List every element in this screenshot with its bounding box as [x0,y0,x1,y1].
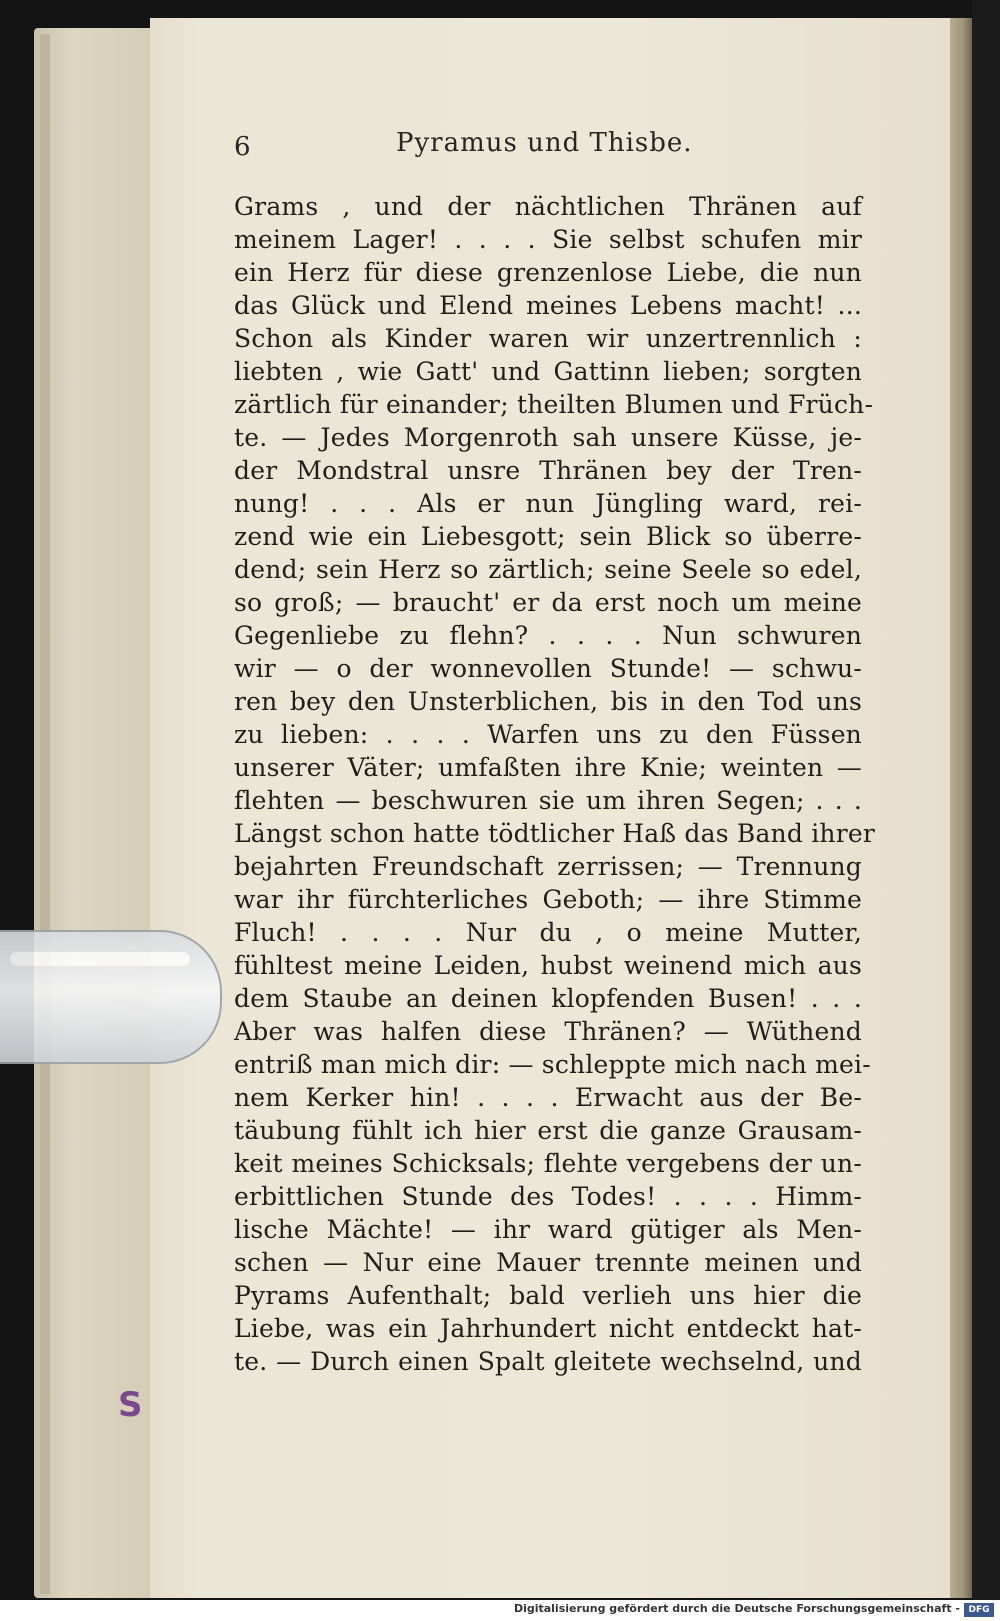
text-line: keit meines Schicksals; flehte vergebens der un- [234,1149,862,1178]
dfg-logo-icon: DFG [964,1603,994,1617]
text-line: der Mondstral unsre Thränen bey der Tren- [234,456,862,485]
text-line: te. — Jedes Morgenroth sah unsere Küsse, je- [234,423,862,452]
text-line: Pyrams Aufenthalt; bald verlieh uns hier die [234,1281,862,1310]
body-text [234,190,875,1378]
scan-right-border [972,0,1000,1600]
text-line: ein Herz für diese grenzenlose Liebe, die nun [234,258,862,287]
text-line: Liebe, was ein Jahrhundert nicht entdeckt hat- [234,1314,862,1343]
text-line: täubung fühlt ich hier erst die ganze Grausam- [234,1116,862,1145]
text-line: Schon als Kinder waren wir unzertrennlich : [234,324,862,353]
text-line: zend wie ein Liebesgott; sein Blick so überre- [234,522,862,551]
text-line: schen — Nur eine Mauer trennte meinen und [234,1248,862,1277]
text-line: zu lieben: . . . . Warfen uns zu den Füssen [234,720,862,749]
text-line: lische Mächte! — ihr ward gütiger als Men- [234,1215,862,1244]
text-line: flehten — beschwuren sie um ihren Segen; . . . [234,786,862,815]
clip-highlight [10,952,190,966]
text-line: unserer Väter; umfaßten ihre Knie; weinten — [234,753,862,782]
text-line: Aber was halfen diese Thränen? — Wüthend [234,1017,862,1046]
text-line: so groß; — braucht' er da erst noch um meine [234,588,862,617]
plastic-page-clip [0,930,222,1064]
library-stamp-letter: S [118,1385,143,1425]
book-back-cover [34,28,159,1598]
text-line: te. — Durch einen Spalt gleitete wechselnd, und [234,1347,862,1376]
text-line: bejahrten Freundschaft zerrissen; — Trennung [234,852,862,881]
text-line: Grams , und der nächtlichen Thränen auf [234,192,862,221]
text-line: das Glück und Elend meines Lebens macht! ... [234,291,862,320]
text-line: zärtlich für einander; theilten Blumen und Früch- [234,390,874,419]
text-line: Fluch! . . . . Nur du , o meine Mutter, [234,918,862,947]
text-line: dend; sein Herz so zärtlich; seine Seele so edel, [234,555,862,584]
text-line: war ihr fürchterliches Geboth; — ihre Stimme [234,885,862,914]
text-line: fühltest meine Leiden, hubst weinend mich aus [234,951,862,980]
text-line: liebten , wie Gatt' und Gattinn lieben; sorgten [234,357,862,386]
text-line: Gegenliebe zu flehn? . . . . Nun schwuren [234,621,862,650]
text-line: nung! . . . Als er nun Jüngling ward, rei- [234,489,862,518]
text-line: nem Kerker hin! . . . . Erwacht aus der Be- [234,1083,862,1112]
running-head: Pyramus und Thisbe. [396,128,693,158]
text-line: ren bey den Unsterblichen, bis in den Tod uns [234,687,862,716]
text-line: dem Staube an deinen klopfenden Busen! . . . [234,984,862,1013]
page-fore-edge [950,18,972,1598]
book-spine-edge [40,34,50,1594]
text-line: erbittlichen Stunde des Todes! . . . . Himm- [234,1182,862,1211]
page-number: 6 [234,132,251,162]
footer-credit: Digitalisierung gefördert durch die Deutsche Forschungsgemeinschaft - [513,1602,960,1615]
text-line: meinem Lager! . . . . Sie selbst schufen mir [234,225,862,254]
text-line: wir — o der wonnevollen Stunde! — schwu- [234,654,862,683]
text-line: Längst schon hatte tödtlicher Haß das Band ihrer [234,819,875,848]
text-line: entriß man mich dir: — schleppte mich nach mei- [234,1050,871,1079]
